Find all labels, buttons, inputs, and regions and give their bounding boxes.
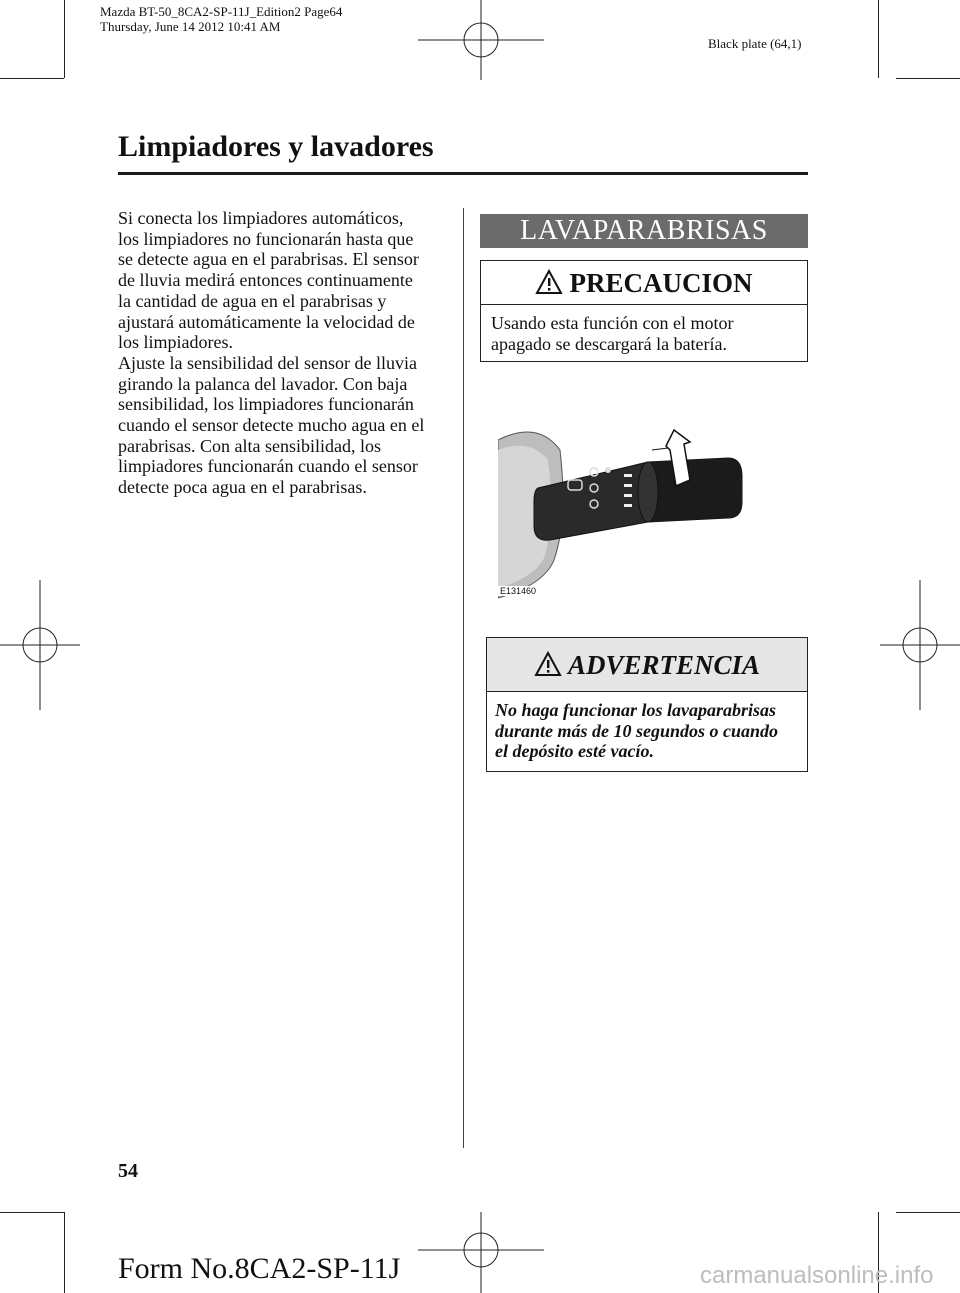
text-line: No haga funcionar los lavaparabrisas (495, 700, 777, 720)
wiper-lever-illustration-icon (498, 410, 760, 600)
paragraph-auto-wipers (118, 208, 448, 353)
print-header (100, 4, 342, 34)
crop-mark (0, 78, 64, 79)
warning-triangle-icon (534, 651, 562, 677)
section-title: Limpiadores y lavadores (118, 130, 434, 163)
figure-code: E131460 (500, 586, 537, 596)
warning-body (487, 692, 807, 762)
crop-mark (896, 1212, 960, 1213)
watermark: carmanualsonline.info (700, 1262, 934, 1289)
text-line: detecte poca agua en el parabrisas. (118, 477, 367, 498)
registration-mark-icon (418, 0, 544, 80)
text-line: los limpiadores. (118, 332, 233, 353)
caution-body (481, 305, 807, 354)
caution-box (480, 260, 808, 362)
text-line: Ajuste la sensibilidad del sensor de lluvia (118, 352, 417, 373)
text-line: la cantidad de agua en el parabrisas y (118, 290, 387, 311)
text-line: limpiadores funcionarán cuando el sensor (118, 456, 418, 477)
text-line: durante más de 10 segundos o cuando (495, 720, 779, 741)
title-rule (118, 172, 808, 175)
caution-header (481, 261, 807, 305)
warning-title: ADVERTENCIA (567, 650, 761, 680)
text-line: los limpiadores no funcionarán hasta que (118, 228, 414, 249)
column-divider (463, 208, 464, 1148)
text-line: de lluvia medirá entonces continuamente (118, 270, 413, 291)
form-number: Form No.8CA2-SP-11J (118, 1252, 401, 1285)
crop-mark (64, 1212, 65, 1293)
text-line: el depósito esté vacío. (495, 741, 654, 762)
warning-triangle-icon (535, 269, 563, 295)
wiper-lever-figure (498, 410, 760, 600)
page-number: 54 (118, 1160, 138, 1182)
text-line: ajustará automáticamente la velocidad de (118, 311, 415, 332)
caution-title: PRECAUCION (569, 268, 753, 298)
text-line: sensibilidad, los limpiadores funcionarán (118, 394, 414, 415)
text-line: cuando el sensor detecte mucho agua en el (118, 415, 425, 436)
registration-mark-icon (880, 580, 960, 710)
paragraph-sensitivity (118, 353, 448, 498)
print-header-line1: Mazda BT-50_8CA2-SP-11J_Edition2 Page64 (100, 4, 343, 19)
plate-label: Black plate (64,1) (708, 36, 802, 51)
crop-mark (896, 78, 960, 79)
text-line: parabrisas. Con alta sensibilidad, los (118, 435, 381, 456)
text-line: girando la palanca del lavador. Con baja (118, 373, 408, 394)
text-line: Usando esta función con el motor (491, 313, 734, 333)
text-line: se detecte agua en el parabrisas. El sensor (118, 249, 419, 270)
washer-heading: LAVAPARABRISAS (480, 214, 808, 248)
warning-box (486, 637, 808, 772)
crop-mark (0, 1212, 64, 1213)
text-line: Si conecta los limpiadores automáticos, (118, 208, 404, 228)
warning-header (487, 638, 807, 692)
crop-mark (64, 0, 65, 78)
registration-mark-icon (0, 580, 80, 710)
print-header-line2: Thursday, June 14 2012 10:41 AM (100, 19, 281, 34)
crop-mark (878, 0, 879, 78)
text-line: apagado se descargará la batería. (491, 333, 728, 354)
left-column (118, 208, 448, 498)
registration-mark-icon (418, 1212, 544, 1293)
